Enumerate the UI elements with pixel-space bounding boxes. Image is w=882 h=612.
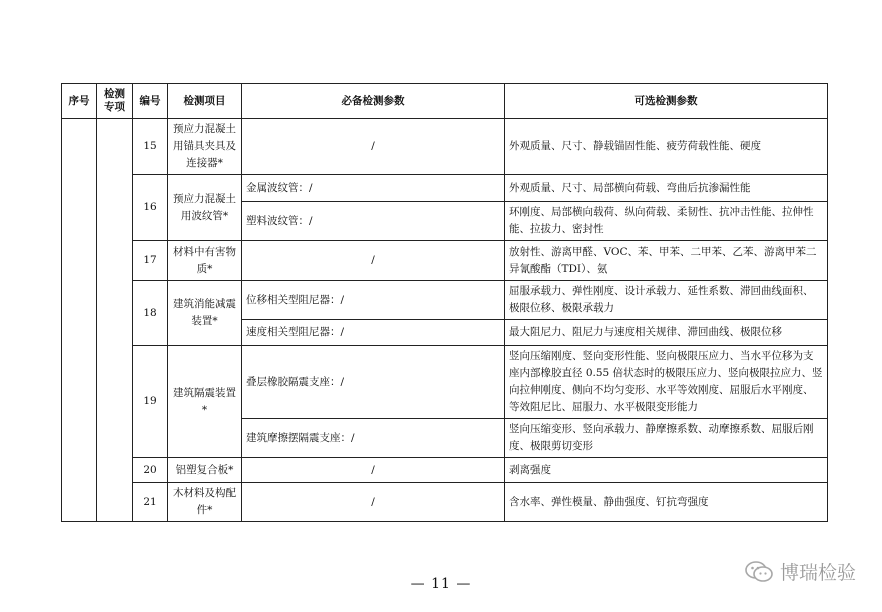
watermark [744, 558, 856, 585]
row-number: 19 [133, 346, 168, 458]
header-category: 检测专项 [97, 84, 133, 119]
row-item: 建筑隔震装置* [168, 346, 242, 458]
row-required: / [242, 119, 505, 175]
row-required: 速度相关型阻尼器：/ [242, 320, 505, 346]
row-optional: 外观质量、尺寸、局部横向荷载、弯曲后抗渗漏性能 [505, 175, 828, 202]
spec-table [61, 83, 828, 522]
row-item: 预应力混凝土用波纹管* [168, 175, 242, 241]
row-required: 位移相关型阻尼器：/ [242, 281, 505, 320]
table-row [62, 346, 828, 419]
row-number: 16 [133, 175, 168, 241]
row-required: 塑料波纹管：/ [242, 202, 505, 241]
header-optional: 可选检测参数 [505, 84, 828, 119]
row-number: 15 [133, 119, 168, 175]
row-item: 铝塑复合板* [168, 458, 242, 483]
row-item: 木材料及构配件* [168, 483, 242, 522]
header-item: 检测项目 [168, 84, 242, 119]
wechat-icon [744, 559, 774, 585]
row-optional: 放射性、游离甲醛、VOC、苯、甲苯、二甲苯、乙苯、游离甲苯二异氰酸酯（TDI）、氨 [505, 241, 828, 281]
table-row [62, 119, 828, 175]
row-optional: 环刚度、局部横向载荷、纵向荷载、柔韧性、抗冲击性能、拉伸性能、拉拔力、密封性 [505, 202, 828, 241]
table-row [62, 175, 828, 202]
row-optional: 最大阻尼力、阻尼力与速度相关规律、滞回曲线、极限位移 [505, 320, 828, 346]
row-optional: 竖向压缩刚度、竖向变形性能、竖向极限压应力、当水平位移为支座内部橡胶直径 0.55 倍状态时的极限压应力、竖向极限拉应力、竖向拉伸刚度、侧向不均匀变形、水平等效刚度、屈服后水平刚度、等效阻尼比、屈服力、水平极限变形能力 [505, 346, 828, 419]
header-required: 必备检测参数 [242, 84, 505, 119]
row-optional: 剥离强度 [505, 458, 828, 483]
table-header-row [62, 84, 828, 119]
header-serial: 序号 [62, 84, 97, 119]
table-row [62, 483, 828, 522]
row-number: 18 [133, 281, 168, 346]
row-optional: 含水率、弹性模量、静曲强度、钉抗弯强度 [505, 483, 828, 522]
row-optional: 竖向压缩变形、竖向承载力、静摩擦系数、动摩擦系数、屈服后刚度、极限剪切变形 [505, 419, 828, 458]
row-item: 预应力混凝土用锚具夹具及连接器* [168, 119, 242, 175]
row-number: 20 [133, 458, 168, 483]
row-required: / [242, 483, 505, 522]
category-cell [97, 119, 133, 522]
row-optional: 屈服承载力、弹性刚度、设计承载力、延性系数、滞回曲线面积、极限位移、极限承载力 [505, 281, 828, 320]
row-required: / [242, 458, 505, 483]
serial-cell [62, 119, 97, 522]
row-number: 17 [133, 241, 168, 281]
row-number: 21 [133, 483, 168, 522]
table-row [62, 241, 828, 281]
header-number: 编号 [133, 84, 168, 119]
row-item: 建筑消能减震装置* [168, 281, 242, 346]
row-required: 金属波纹管：/ [242, 175, 505, 202]
table-row [62, 458, 828, 483]
table-row [62, 281, 828, 320]
row-required: / [242, 241, 505, 281]
row-required: 叠层橡胶隔震支座：/ [242, 346, 505, 419]
watermark-text: 博瑞检验 [779, 562, 856, 584]
row-optional: 外观质量、尺寸、静载锚固性能、疲劳荷载性能、硬度 [505, 119, 828, 175]
row-item: 材料中有害物质* [168, 241, 242, 281]
page-number: — 11 — [410, 576, 472, 592]
row-required: 建筑摩擦摆隔震支座：/ [242, 419, 505, 458]
